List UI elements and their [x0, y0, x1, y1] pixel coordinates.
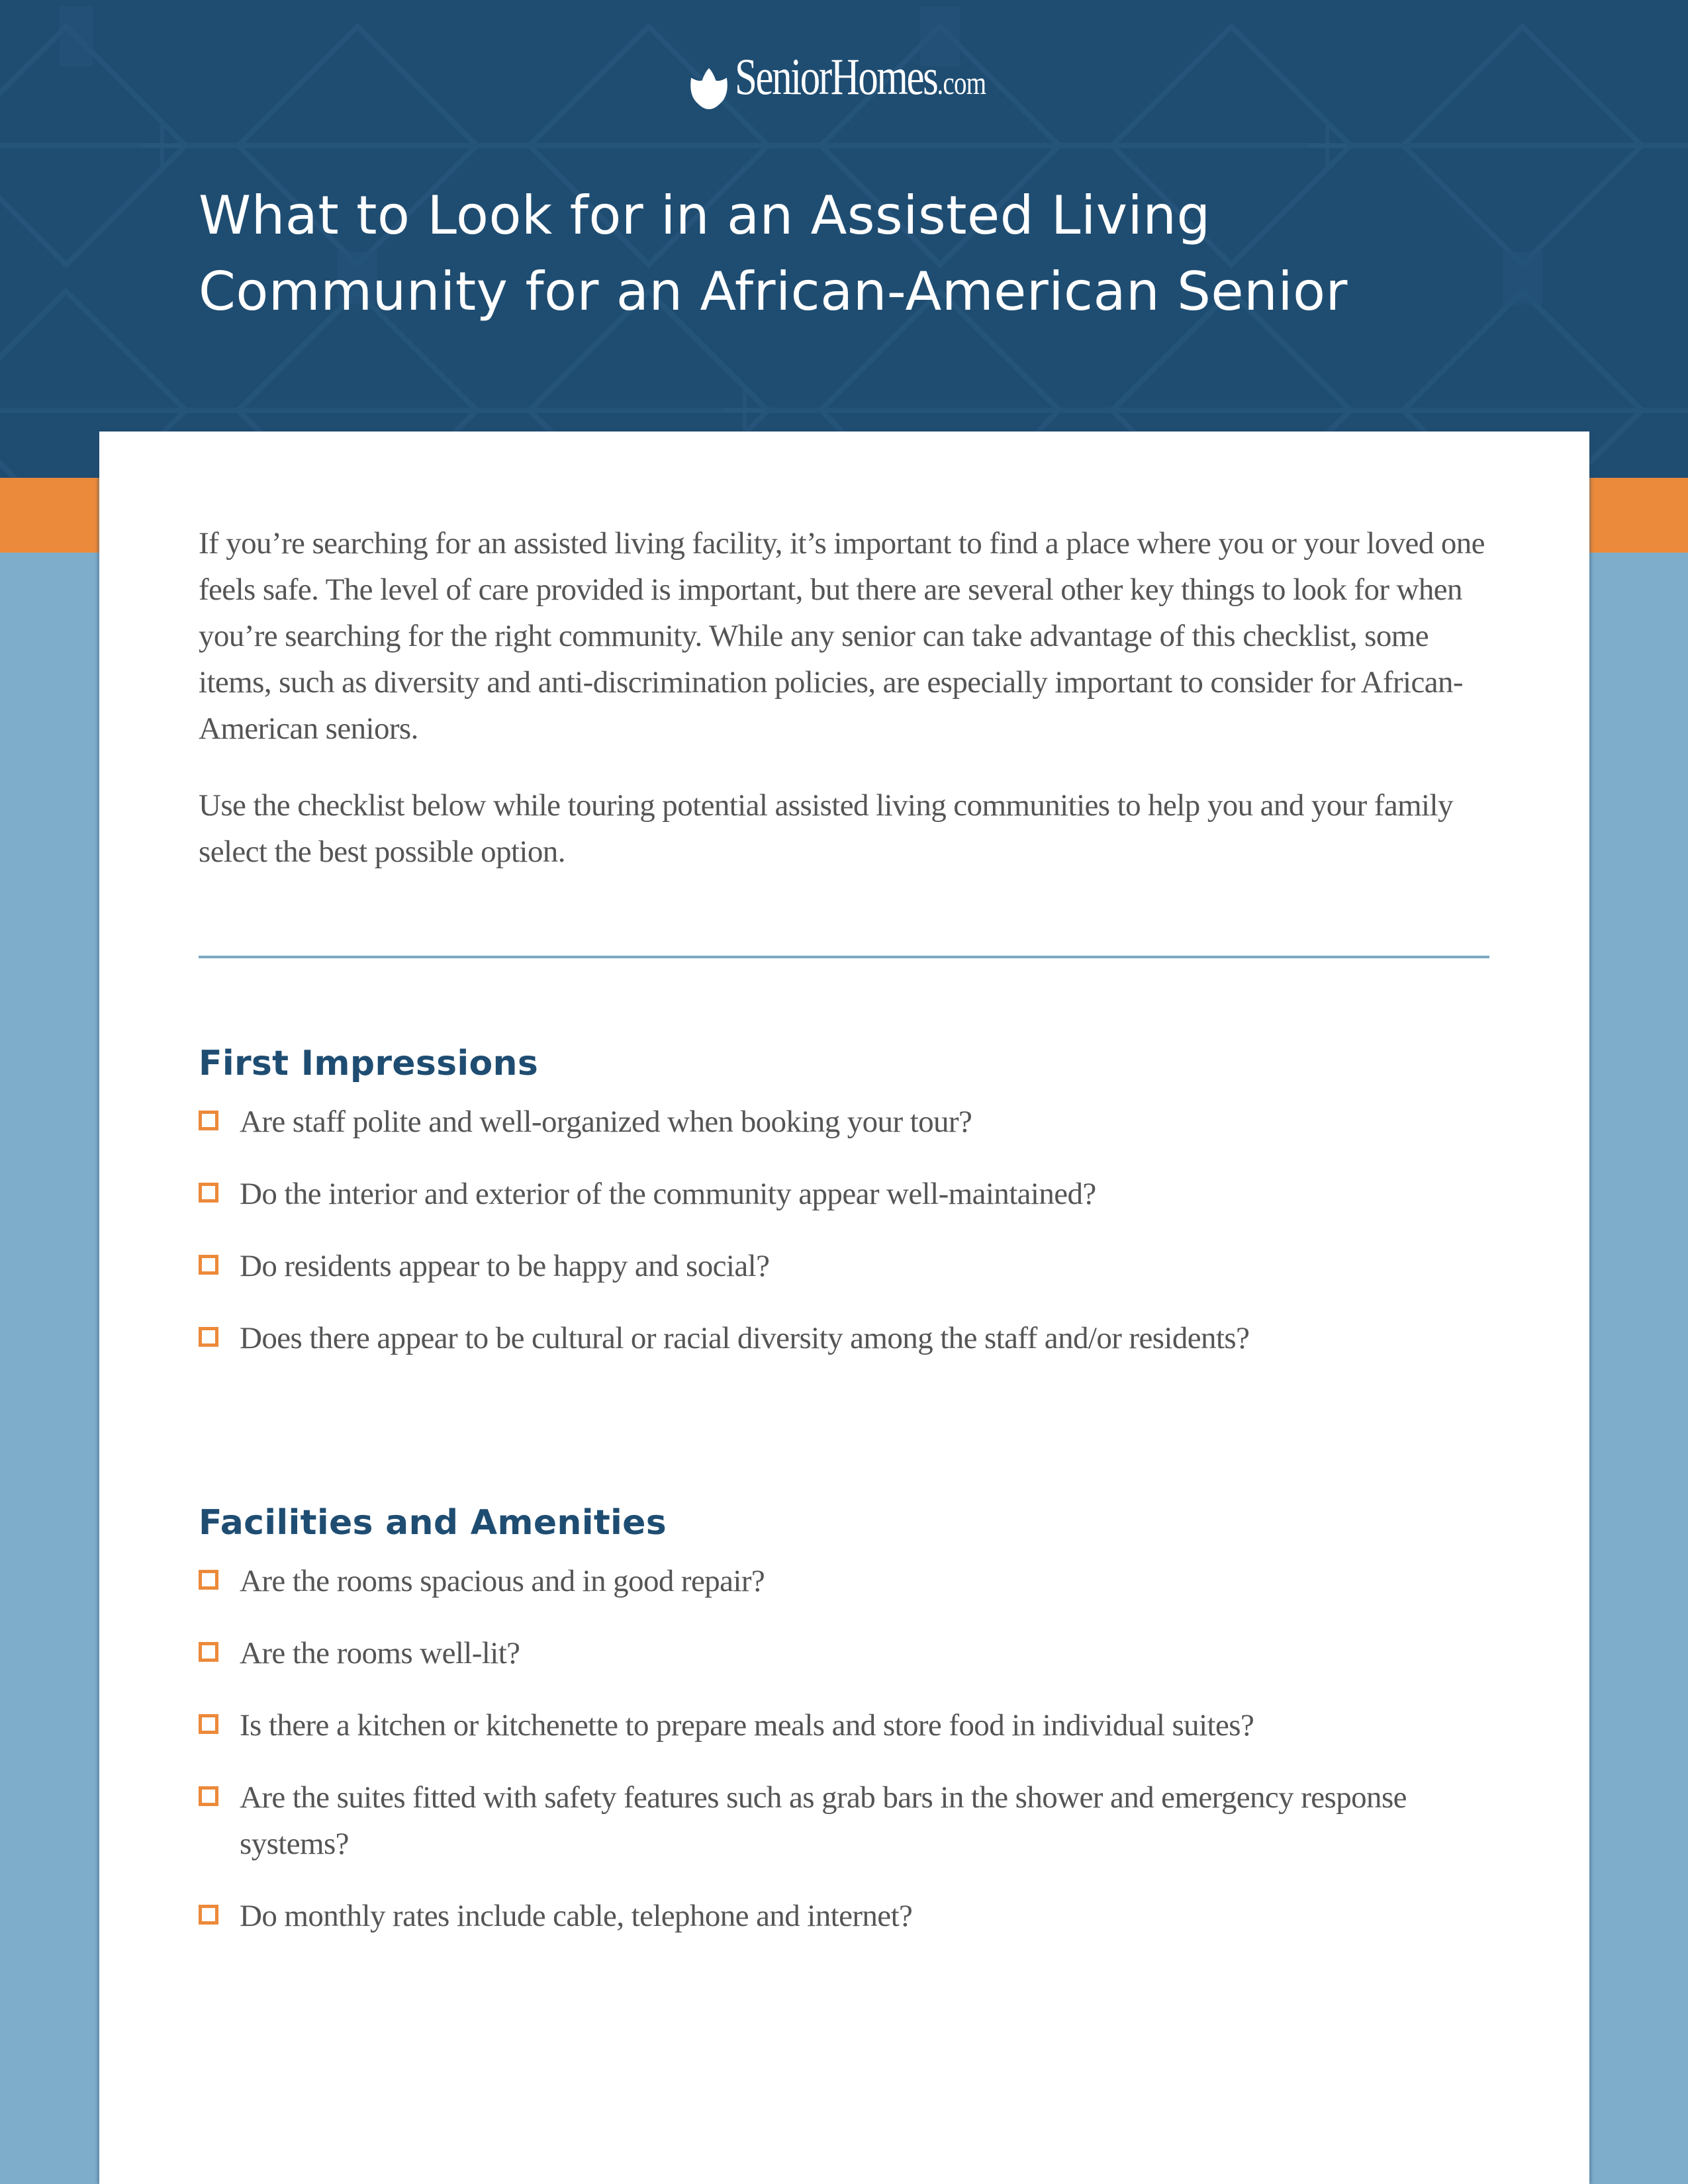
checkbox[interactable]	[199, 1183, 218, 1203]
checklist-item-text: Are staff polite and well-organized when booking your tour?	[240, 1105, 972, 1139]
checklist-card	[99, 432, 1589, 2184]
checklist-item	[199, 1099, 1496, 1145]
checkbox[interactable]	[199, 1255, 218, 1275]
checklist-item	[199, 1171, 1496, 1217]
section-facilities-and-amenities	[199, 1500, 1496, 1965]
checklist-item	[199, 1315, 1496, 1361]
header-banner	[0, 0, 1688, 478]
checklist-item	[199, 1774, 1496, 1867]
checklist-item-text: Are the suites fitted with safety features such as grab bars in the shower and emergency response systems?	[240, 1780, 1407, 1861]
checklist-item	[199, 1243, 1496, 1289]
page-title	[199, 177, 1523, 330]
checkbox[interactable]	[199, 1905, 218, 1925]
checklist-item-text: Do monthly rates include cable, telephone and internet?	[240, 1899, 913, 1933]
checkbox[interactable]	[199, 1570, 218, 1590]
checkbox[interactable]	[199, 1714, 218, 1734]
intro-paragraph-1: If you’re searching for an assisted living facility, it’s important to find a place where you or your loved one feels safe. The level of care provided is important, but there are several other key things to look for when you’re searching for the right community. While any senior can take advantage of this checklist, some items, such as diversity and anti-discrimination policies, are especially important to consider for African-American seniors.	[199, 526, 1485, 746]
checklist-item	[199, 1893, 1496, 1939]
checkbox[interactable]	[199, 1786, 218, 1806]
checklist-item-text: Are the rooms spacious and in good repair?	[240, 1564, 765, 1598]
checklist-item-text: Do the interior and exterior of the community appear well-maintained?	[240, 1177, 1096, 1211]
checklist-item-text: Is there a kitchen or kitchenette to prepare meals and store food in individual suites?	[240, 1708, 1254, 1743]
checklist-item	[199, 1702, 1496, 1749]
checkbox[interactable]	[199, 1111, 218, 1130]
section-first-impressions	[199, 1040, 1496, 1387]
title-line-1: What to Look for in an Assisted Living	[199, 185, 1211, 246]
intro-paragraph-2: Use the checklist below while touring potential assisted living communities to help you and your family select the best possible option.	[199, 788, 1453, 869]
checklist-item-text: Does there appear to be cultural or racial diversity among the staff and/or residents?	[240, 1321, 1250, 1355]
checkbox[interactable]	[199, 1327, 218, 1347]
section-divider	[199, 956, 1489, 958]
section-title: Facilities and Amenities	[199, 1503, 667, 1543]
checklist	[199, 1099, 1496, 1361]
section-title: First Impressions	[199, 1044, 539, 1083]
tulip-icon	[688, 68, 729, 109]
checklist	[199, 1558, 1496, 1939]
logo-suffix: .com	[937, 64, 986, 101]
checklist-item-text: Are the rooms well-lit?	[240, 1636, 520, 1670]
senior-homes-logo[interactable]	[0, 50, 1688, 113]
checklist-item-text: Do residents appear to be happy and social?	[240, 1249, 770, 1283]
logo-text: SeniorHomes	[735, 48, 937, 105]
title-line-2: Community for an African-American Senior	[199, 261, 1348, 322]
checklist-item	[199, 1558, 1496, 1604]
checklist-item	[199, 1630, 1496, 1676]
checkbox[interactable]	[199, 1642, 218, 1662]
